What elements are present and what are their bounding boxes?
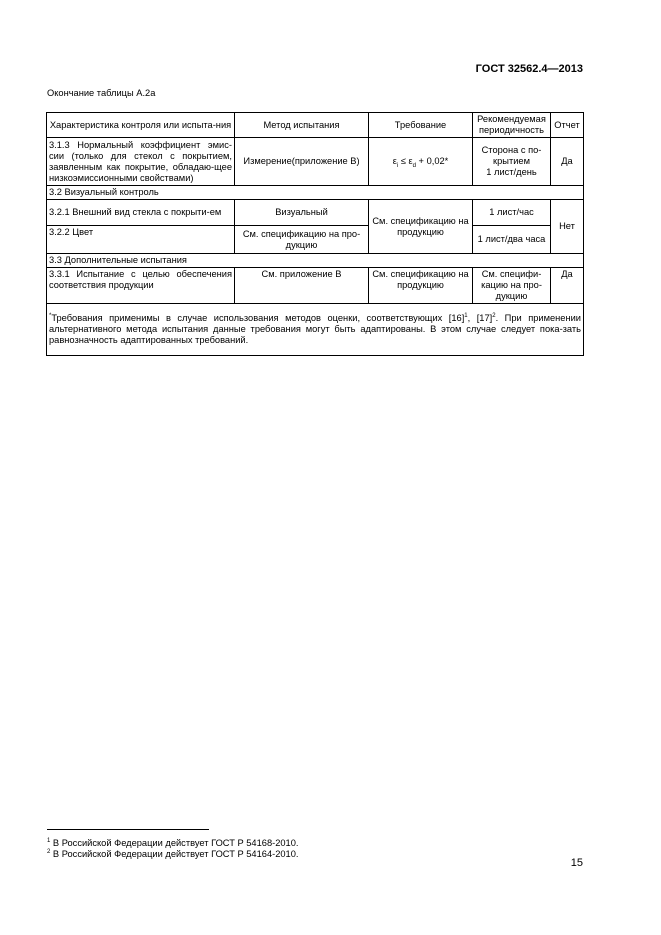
footnote-divider bbox=[47, 829, 209, 830]
row-331-method: См. приложение В bbox=[235, 268, 369, 304]
table-caption: Окончание таблицы А.2а bbox=[47, 88, 156, 98]
note-text-a: Требования применимы в случае использования методов оценки, соответствующих [16] bbox=[51, 313, 465, 323]
header-requirement: Требование bbox=[369, 113, 473, 138]
row-313-periodicity bbox=[473, 138, 551, 186]
header-characteristic: Характеристика контроля или испыта-ния bbox=[47, 113, 235, 138]
row-331-report: Да bbox=[551, 268, 584, 304]
table-row bbox=[47, 226, 584, 254]
footnote-1-mark: 1 bbox=[47, 837, 51, 844]
table-row bbox=[47, 138, 584, 186]
note-star: * bbox=[49, 312, 52, 319]
note-text-b: , [17] bbox=[467, 313, 493, 323]
header-report: Отчет bbox=[551, 113, 584, 138]
periodicity-line-1: Сторона с по-крытием bbox=[481, 145, 542, 166]
row-313-report: Да bbox=[551, 138, 584, 186]
inspection-table bbox=[46, 112, 584, 356]
row-322-periodicity: 1 лист/два часа bbox=[473, 226, 551, 254]
row-322-method: См. спецификацию на про-дукцию bbox=[235, 226, 369, 254]
footnote-1 bbox=[47, 838, 298, 849]
page-number: 15 bbox=[570, 857, 583, 869]
table-note bbox=[47, 304, 584, 356]
req-sub-d: d bbox=[412, 162, 416, 169]
standard-code: ГОСТ 32562.4—2013 bbox=[475, 63, 583, 75]
row-321-periodicity: 1 лист/час bbox=[473, 200, 551, 226]
row-313-characteristic: 3.1.3 Нормальный коэффициент эмис-сии (только для стекол с покрытием, заявленным как покрытие, обладаю-щее низкоэмиссионными свойствами) bbox=[47, 138, 235, 186]
note-row bbox=[47, 304, 584, 356]
row-313-method: Измерение(приложение В) bbox=[235, 138, 369, 186]
header-periodicity: Рекомендуемая периодичность bbox=[473, 113, 551, 138]
footnote-2 bbox=[47, 849, 298, 860]
row-322-characteristic: 3.2.2 Цвет bbox=[47, 226, 235, 254]
req-sub-i: i bbox=[396, 162, 399, 169]
group-32-requirement: См. спецификацию на продукцию bbox=[369, 200, 473, 254]
table-header-row bbox=[47, 113, 584, 138]
row-321-characteristic: 3.2.1 Внешний вид стекла с покрыти-ем bbox=[47, 200, 235, 226]
footnote-1-text: В Российской Федерации действует ГОСТ Р 54168-2010. bbox=[50, 838, 299, 848]
row-331-requirement: См. спецификацию на продукцию bbox=[369, 268, 473, 304]
header-method: Метод испытания bbox=[235, 113, 369, 138]
group-32-report: Нет bbox=[551, 200, 584, 254]
table-row bbox=[47, 268, 584, 304]
row-321-method: Визуальный bbox=[235, 200, 369, 226]
section-33-title: 3.3 Дополнительные испытания bbox=[47, 254, 584, 268]
note-sup-1: 1 bbox=[464, 312, 468, 319]
section-row bbox=[47, 186, 584, 200]
note-text-c: . При применении альтернативного метода испытания данные требования могут быть адаптированы. В этом случае следует пока-зать равнозначность адаптированных требований. bbox=[49, 313, 581, 345]
req-epsilon-i: ε bbox=[392, 156, 397, 166]
req-mid: ≤ ε bbox=[398, 156, 413, 166]
section-32-title: 3.2 Визуальный контроль bbox=[47, 186, 584, 200]
footnote-2-mark: 2 bbox=[47, 848, 51, 855]
row-331-characteristic: 3.3.1 Испытание с целью обеспечения соответствия продукции bbox=[47, 268, 235, 304]
row-313-requirement bbox=[369, 138, 473, 186]
note-sup-2: 2 bbox=[492, 312, 496, 319]
periodicity-line-2: 1 лист/день bbox=[486, 167, 537, 177]
req-suffix: + 0,02* bbox=[415, 156, 449, 166]
footnote-2-text: В Российской Федерации действует ГОСТ Р 54164-2010. bbox=[50, 849, 299, 859]
section-row bbox=[47, 254, 584, 268]
row-331-periodicity: См. специфи-кацию на про-дукцию bbox=[473, 268, 551, 304]
table-row bbox=[47, 200, 584, 226]
